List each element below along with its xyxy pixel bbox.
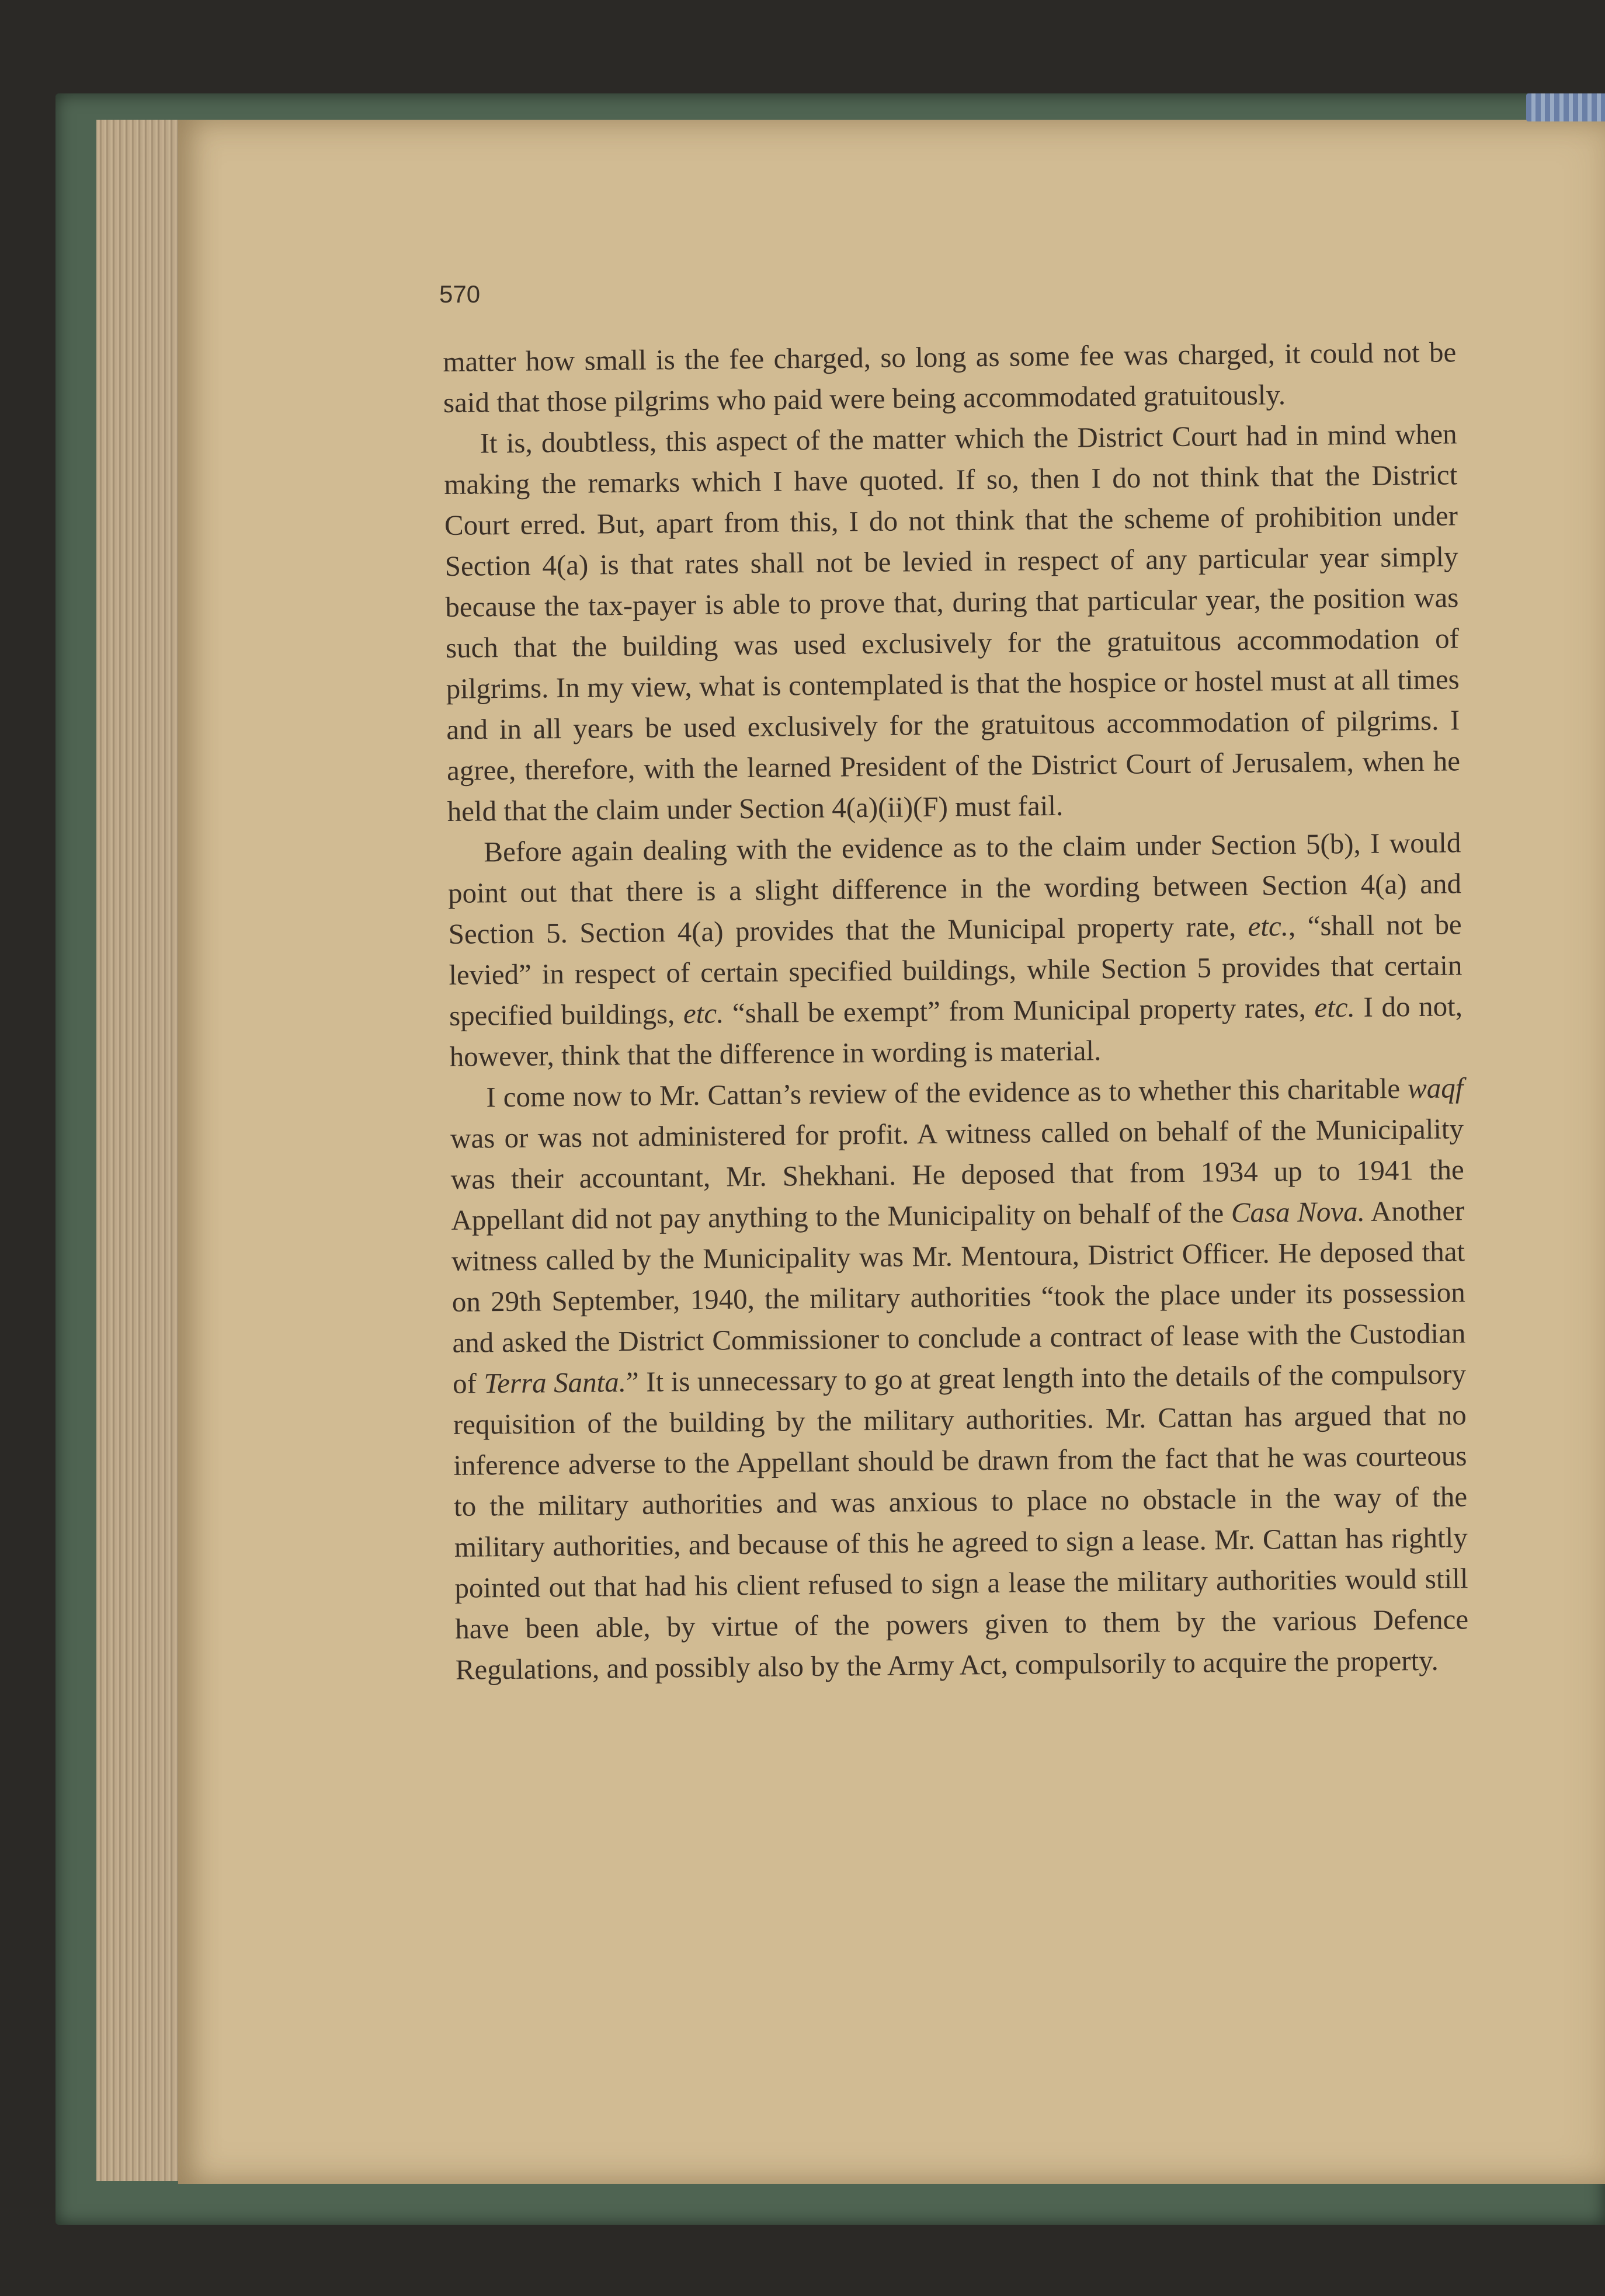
paragraph-1: matter how small is the fee charged, so long as some fee was charged, it could not be said that those pilgrims who paid were being accommodated gratuitously. [443, 336, 1457, 419]
italic-run: etc. [1248, 910, 1289, 942]
paragraph-3 [447, 822, 1463, 1077]
text-run: “shall be exempt” from Municipal property rates, [724, 991, 1315, 1029]
text-run: Before again dealing with the evidence as to the claim under Section 5(b), I would point out that there is a slight difference in the wording between Section 4(a) and Section 5. Section 4(a) provides that the Municipal property rate, [447, 826, 1462, 950]
text-run: Another witness called by the Municipality was Mr. Mentoura, District Officer. He deposed that on 29th September, 1940, the military authorities “took the place under its possession and asked the District Commissioner to conclude a contract of lease with the Custodian of [451, 1194, 1466, 1400]
text-run: I do not, however, think that the difference in wording is material. [449, 990, 1463, 1073]
page-edges [96, 120, 190, 2181]
text-run: I come now to Mr. Cattan’s review of the evidence as to whether this charitable [486, 1072, 1408, 1114]
bookmark-ribbon [1526, 93, 1605, 121]
text-run: , “shall not be levied” in respect of certain specified buildings, while Section 5 provides that certain specified buildings, [449, 908, 1462, 1032]
paragraph-4 [450, 1067, 1469, 1690]
page-number: 570 [439, 280, 481, 308]
italic-run: waqf [1407, 1072, 1464, 1105]
body-text [443, 332, 1469, 1690]
italic-run: etc. [683, 997, 724, 1030]
text-run: ” It is unnecessary to go at great length into the details of the compulsory requisition of the building by the military authorities. Mr. Cattan has argued that no inference adverse to the Appellant should be drawn from the fact that he was courteous to the military authorities and was anxious to place no obstacle in the way of the military authorities, and because of this he agreed to sign a lease. Mr. Cattan has rightly pointed out that had his client refused to sign a lease the military authorities would still have been able, by virtue of the powers given to them by the various Defence Regulations, and possibly also by the Army Act, compulsorily to acquire the property. [453, 1358, 1469, 1686]
italic-run: Terra Santa. [484, 1366, 627, 1400]
italic-run: Casa Nova. [1231, 1195, 1366, 1229]
text-run: was or was not administered for profit. A witness called on behalf of the Municipality was their accountant, Mr. Shekhani. He deposed that from 1934 up to 1941 the Appellant did not pay anything to the Municipality on behalf of the [450, 1112, 1464, 1236]
italic-run: etc. [1314, 991, 1356, 1024]
paragraph-2: It is, doubtless, this aspect of the matter which the District Court had in mind when making the remarks which I have quoted. If so, then I do not think that the District Court erred. But, apart from this, I do not think that the scheme of prohibition under Section 4(a) is that rates shall not be levied in respect of any particular year simply because the tax-payer is able to prove that, during that particular year, the position was such that the building was used exclusively for the gratuitous accommodation of pilgrims. In my view, what is contemplated is that the hospice or hostel must at all times and in all years be used exclusively for the gratuitous accommodation of pilgrims. I agree, therefore, with the learned President of the District Court of Jerusalem, when he held that the claim under Section 4(a)(ii)(F) must fail. [444, 418, 1461, 827]
